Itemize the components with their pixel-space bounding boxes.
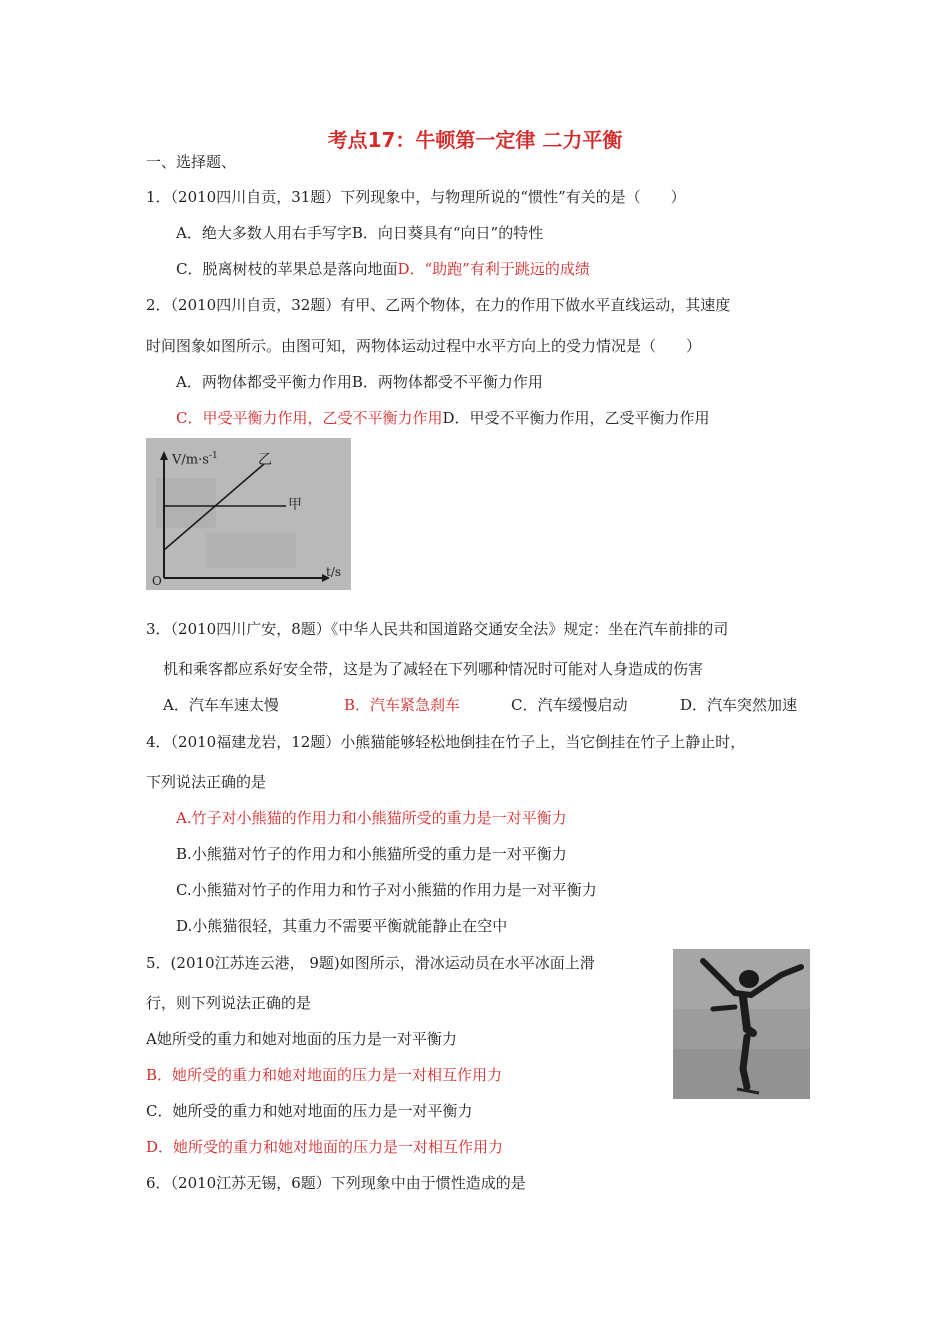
q5-option-d-answer: D．她所受的重力和她对地面的压力是一对相互作用力 [146, 1138, 504, 1156]
q2-option-c-answer: C．甲受平衡力作用，乙受不平衡力作用 [176, 409, 443, 427]
q3-option-d: D．汽车突然加速 [680, 696, 798, 714]
q6-stem: 6．（2010江苏无锡，6题）下列现象中由于惯性造成的是 [146, 1174, 526, 1192]
q2-stem-line1: 2．（2010四川自贡，32题）有甲、乙两个物体，在力的作用下做水平直线运动，其速度 [146, 296, 731, 314]
page-title: 考点17：牛顿第一定律 二力平衡 [327, 128, 623, 152]
graph-x-axis-label: t/s [326, 565, 342, 579]
q1-options-cd [176, 259, 590, 279]
graph-origin-label: O [152, 574, 162, 588]
q1-stem: 1．（2010四川自贡，31题）下列现象中，与物理所说的“惯性”有关的是（ ） [146, 188, 686, 206]
q1-option-d-answer: D．“助跑”有利于跳远的成绩 [397, 260, 590, 278]
velocity-time-graph [146, 438, 351, 590]
q3-stem-line1: 3．（2010四川广安，8题）《中华人民共和国道路交通安全法》规定：坐在汽车前排的司 [146, 620, 729, 638]
q4-option-b: B.小熊猫对竹子的作用力和小熊猫所受的重力是一对平衡力 [176, 845, 567, 863]
skater-photo [673, 949, 810, 1099]
q5-option-b-answer: B．她所受的重力和她对地面的压力是一对相互作用力 [146, 1066, 503, 1084]
q5-option-c: C．她所受的重力和她对地面的压力是一对平衡力 [146, 1102, 473, 1120]
q5-option-a: A她所受的重力和她对地面的压力是一对平衡力 [146, 1030, 457, 1048]
q5-stem-line1: 5．(2010江苏连云港， 9题)如图所示，滑冰运动员在水平冰面上滑 [146, 954, 595, 972]
graph-series-jia: 甲 [288, 497, 302, 513]
q2-option-d: D．甲受不平衡力作用，乙受平衡力作用 [442, 409, 710, 427]
q4-option-c: C.小熊猫对竹子的作用力和竹子对小熊猫的作用力是一对平衡力 [176, 881, 597, 899]
q4-option-d: D.小熊猫很轻，其重力不需要平衡就能静止在空中 [176, 917, 508, 935]
q1-option-c: C．脱离树枝的苹果总是落向地面 [176, 260, 398, 278]
q3-stem-line2: 机和乘客都应系好安全带，这是为了减轻在下列哪种情况时可能对人身造成的伤害 [163, 660, 704, 678]
q2-stem-line2: 时间图象如图所示。由图可知，两物体运动过程中水平方向上的受力情况是（ ） [146, 337, 702, 355]
graph-y-axis-label: $V/m\cdot s^{-1}$ [172, 451, 218, 468]
q5-stem-line2: 行，则下列说法正确的是 [146, 994, 312, 1012]
q3-option-c: C．汽车缓慢启动 [511, 696, 628, 714]
section-heading: 一、选择题、 [146, 153, 237, 171]
q4-stem-line2: 下列说法正确的是 [146, 773, 267, 791]
graph-series-yi: 乙 [258, 452, 272, 468]
q2-options-ab: A．两物体都受平衡力作用B．两物体都受不平衡力作用 [176, 373, 543, 391]
q3-option-a: A．汽车车速太慢 [163, 696, 279, 714]
q1-options-ab: A．绝大多数人用右手写字B．向日葵具有“向日”的特性 [176, 224, 544, 242]
q4-option-a-answer: A.竹子对小熊猫的作用力和小熊猫所受的重力是一对平衡力 [176, 809, 567, 827]
q2-options-cd [176, 408, 710, 428]
q4-stem-line1: 4．（2010福建龙岩，12题）小熊猫能够轻松地倒挂在竹子上，当它倒挂在竹子上静止时， [146, 733, 746, 751]
q3-option-b-answer: B．汽车紧急刹车 [344, 696, 461, 714]
